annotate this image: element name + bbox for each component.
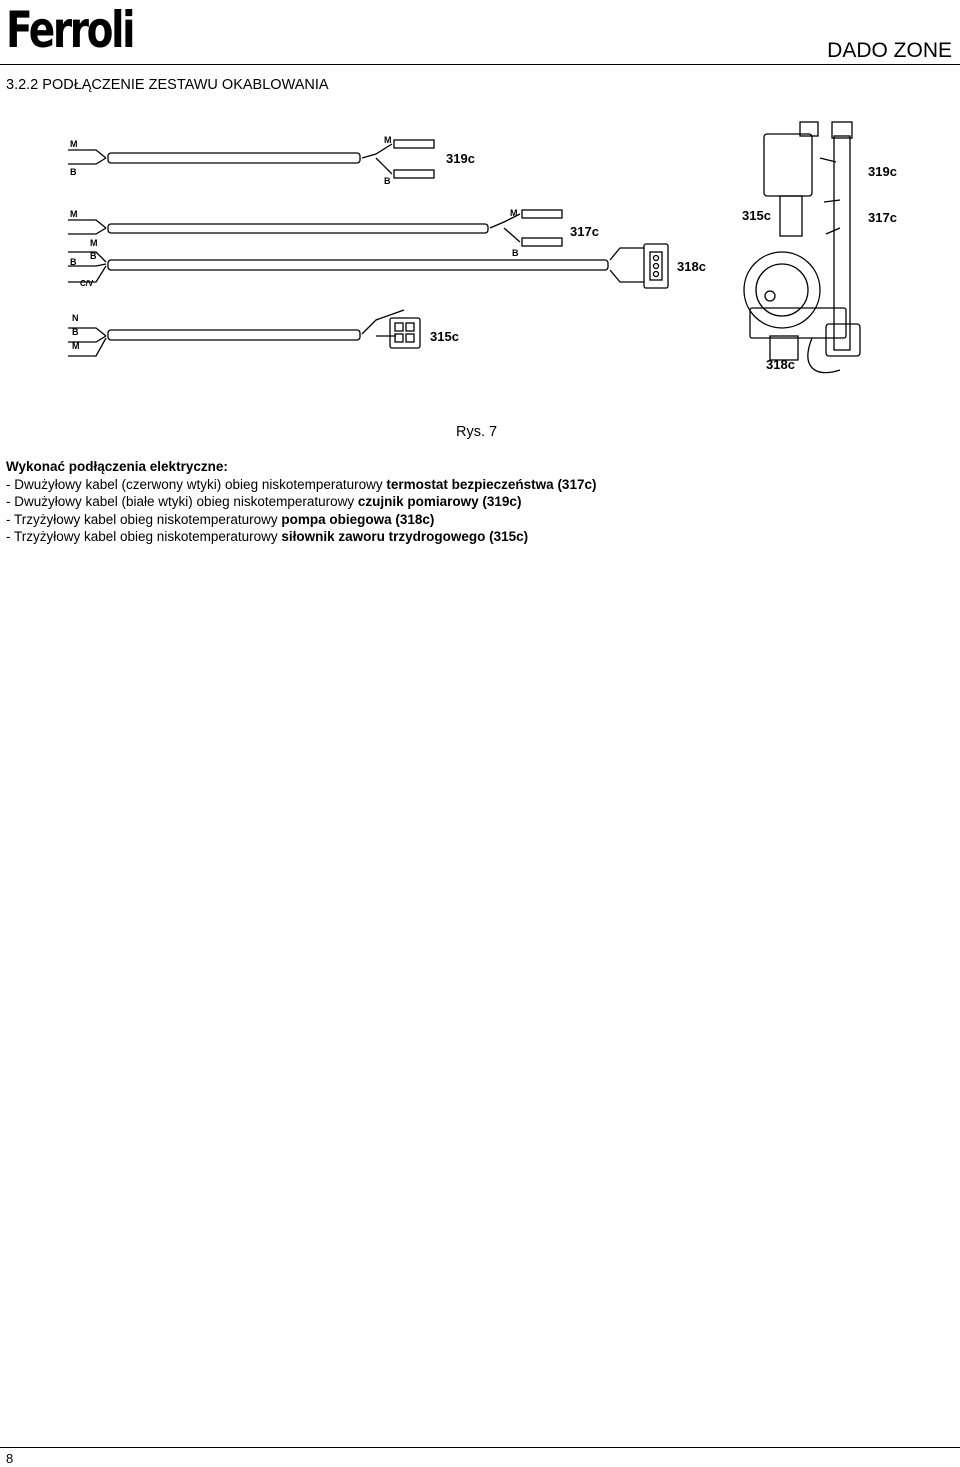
cable-317c-right-leads — [490, 214, 520, 242]
label-318c: 318c — [677, 259, 706, 274]
label-315c: 315c — [742, 208, 771, 223]
cable-319c-left-leads — [68, 150, 106, 164]
label-317c: 317c — [868, 210, 897, 225]
label-b: B — [90, 251, 97, 261]
label-m: M — [90, 238, 98, 248]
list-item: - Trzyżyłowy kabel obieg niskotemperaturowy pompa obiegowa (318c) — [6, 511, 435, 527]
cable-319c-right-leads — [362, 144, 392, 174]
label-b: B — [384, 176, 391, 186]
pump-valve-assembly — [744, 122, 860, 373]
cable-318c-sheath — [108, 260, 608, 270]
connector-318c-pin — [654, 272, 659, 277]
connector-315c-socket — [395, 323, 403, 331]
label-m: M — [510, 208, 518, 218]
label-315c: 315c — [430, 329, 459, 344]
label-319c: 319c — [446, 151, 475, 166]
model-name: DADO ZONE — [827, 39, 952, 62]
list-item: - Trzyżyłowy kabel obieg niskotemperaturowy siłownik zaworu trzydrogowego (315c) — [6, 529, 529, 545]
connector-318c-pin — [654, 264, 659, 269]
wiring-diagram-svg — [40, 110, 920, 410]
instructions-lead: Wykonać podłączenia elektryczne: — [6, 459, 228, 474]
connector-315c-socket — [406, 334, 414, 342]
label-n: N — [72, 313, 79, 323]
label-cv: C/V — [80, 279, 94, 288]
list-item: - Dwużyłowy kabel (białe wtyki) obieg niskotemperaturowy czujnik pomiarowy (319c) — [6, 494, 522, 510]
cable-319c-sheath — [108, 153, 360, 163]
section-title: 3.2.2 PODŁĄCZENIE ZESTAWU OKABLOWANIA — [6, 77, 329, 93]
connector-315c-socket — [395, 334, 403, 342]
connector-318c-socket — [650, 252, 662, 280]
connector-317c-m — [522, 210, 562, 218]
connector-315c-socket — [406, 323, 414, 331]
cable-315c-sheath — [108, 330, 360, 340]
label-m: M — [70, 139, 78, 149]
label-m: M — [384, 135, 392, 145]
header-divider — [0, 64, 960, 65]
ferroli-logo: Ferroli — [6, 1, 134, 59]
label-m: M — [72, 341, 80, 351]
label-317c: 317c — [570, 224, 599, 239]
label-b: B — [70, 167, 77, 177]
connector-318c — [644, 244, 668, 288]
instructions — [6, 458, 596, 546]
figure-caption: Rys. 7 — [456, 424, 498, 440]
footer-divider — [0, 1447, 960, 1448]
label-319c: 319c — [868, 164, 897, 179]
page-number: 8 — [6, 1451, 14, 1466]
list-item: - Dwużyłowy kabel (czerwony wtyki) obieg niskotemperaturowy termostat bezpieczeństwa (317c) — [6, 476, 597, 492]
cable-317c-left-leads — [68, 220, 106, 234]
cable-317c-sheath — [108, 224, 488, 233]
wiring-diagram — [40, 110, 920, 410]
connector-319c-m — [394, 140, 434, 148]
connector-319c-b — [394, 170, 434, 178]
label-m: M — [70, 209, 78, 219]
label-b: B — [512, 248, 519, 258]
label-b: B — [72, 327, 79, 337]
connector-317c-b — [522, 238, 562, 246]
cable-318c-taper — [610, 248, 644, 282]
label-b: B — [70, 257, 77, 267]
label-318c: 318c — [766, 357, 795, 372]
connector-318c-pin — [654, 256, 659, 261]
